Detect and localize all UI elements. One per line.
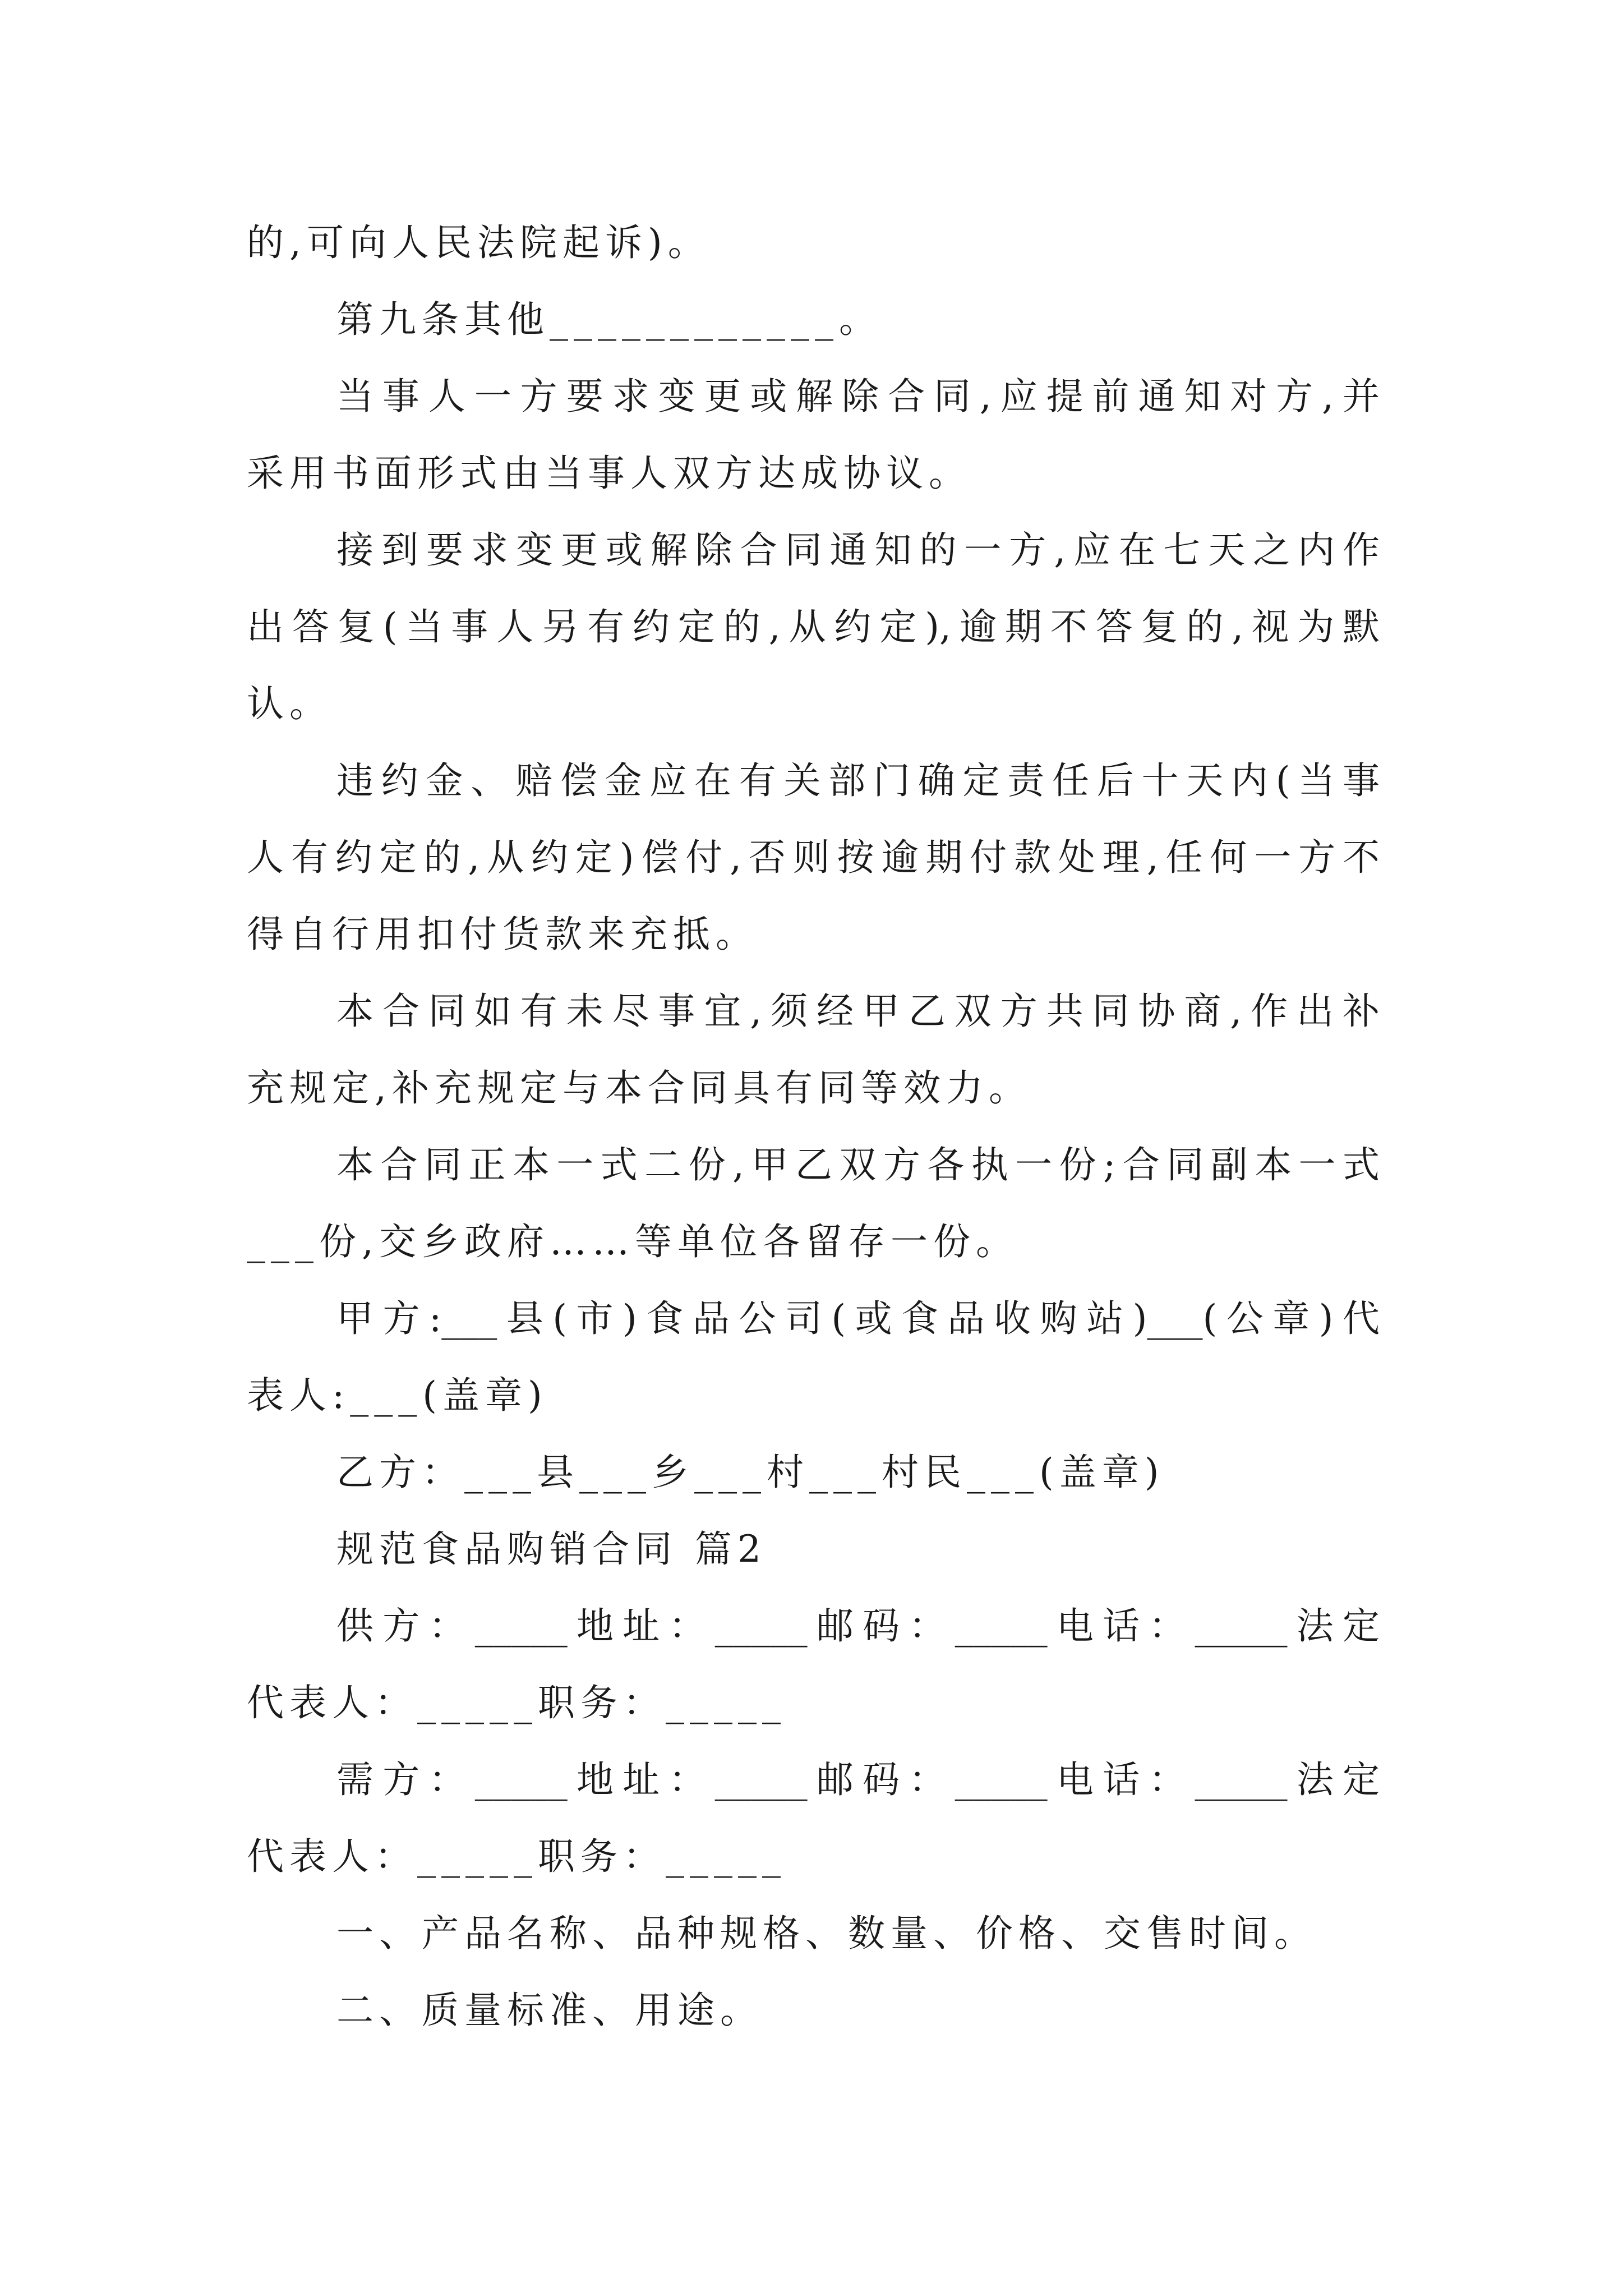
text-line: 供方：_____地址：_____邮码：_____电话：_____法定 xyxy=(336,1604,1380,1648)
text-line: 接到要求变更或解除合同通知的一方,应在七天之内作 xyxy=(336,528,1380,572)
text-line: 出答复(当事人另有约定的,从约定),逾期不答复的,视为默 xyxy=(247,605,1380,648)
text-line: 人有约定的,从约定)偿付,否则按逾期付款处理,任何一方不 xyxy=(247,836,1380,879)
text-line: ___份,交乡政府……等单位各留存一份。 xyxy=(247,1220,1018,1263)
text-line: 本合同如有未尽事宜,须经甲乙双方共同协商,作出补 xyxy=(336,990,1380,1033)
text-line: 充规定,补充规定与本合同具有同等效力。 xyxy=(247,1066,1031,1110)
text-line: 违约金、赔偿金应在有关部门确定责任后十天内(当事 xyxy=(336,759,1380,802)
text-line: 认。 xyxy=(247,682,332,725)
text-line: 二、质量标准、用途。 xyxy=(336,1989,763,2032)
text-line: 当事人一方要求变更或解除合同,应提前通知对方,并 xyxy=(336,375,1380,418)
text-line: 需方：_____地址：_____邮码：_____电话：_____法定 xyxy=(336,1758,1380,1801)
text-line: 表人:___(盖章) xyxy=(247,1374,548,1417)
text-line: 本合同正本一式二份,甲乙双方各执一份;合同副本一式 xyxy=(336,1143,1380,1186)
text-line: 甲方:___县(市)食品公司(或食品收购站)___(公章)代 xyxy=(336,1297,1380,1340)
text-line: 的,可向人民法院起诉)。 xyxy=(247,221,711,264)
text-line: 一、产品名称、品种规格、数量、价格、交售时间。 xyxy=(336,1912,1317,1955)
text-line: 得自行用扣付货款来充抵。 xyxy=(247,913,758,956)
text-line: 代表人：_____职务：_____ xyxy=(247,1681,786,1724)
text-line: 第九条其他____________。 xyxy=(336,298,882,341)
text-line: 采用书面形式由当事人双方达成协议。 xyxy=(247,452,971,495)
text-line: 乙方：___县___乡___村___村民___(盖章) xyxy=(336,1451,1165,1494)
text-line: 代表人：_____职务：_____ xyxy=(247,1835,786,1878)
section-heading: 规范食品购销合同 篇2 xyxy=(336,1527,767,1571)
